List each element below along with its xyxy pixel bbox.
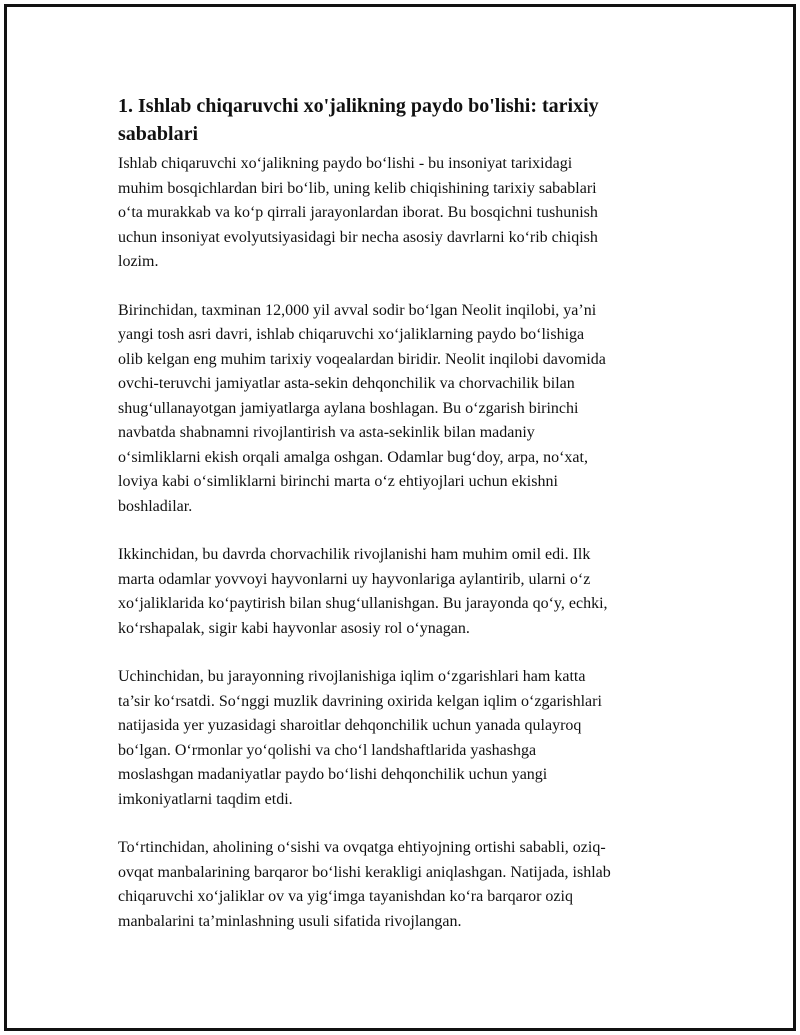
text-line: ta’sir ko‘rsatdi. So‘nggi muzlik davrining oxirida kelgan iqlim o‘zgarishlari: [118, 692, 602, 710]
text-line: navbatda shabnamni rivojlantirish va asta-sekinlik bilan madaniy: [118, 424, 535, 441]
paragraph-second: [118, 543, 693, 641]
paragraph-third: [118, 665, 693, 812]
text-line: Birinchidan, taxminan 12,000 yil avval sodir bo‘lgan Neolit inqilobi, ya’ni: [118, 301, 597, 319]
paragraph-fourth: [118, 836, 693, 934]
text-line: marta odamlar yovvoyi hayvonlarni uy hayvonlariga aylantirib, ularni o‘z: [118, 570, 591, 588]
text-line: natijasida yer yuzasidagi sharoitlar dehqonchilik uchun yanada qulayroq: [118, 717, 582, 734]
text-line: ko‘rshapalak, sigir kabi hayvonlar asosiy rol o‘ynagan.: [118, 619, 470, 637]
text-line: ovqat manbalarining barqaror bo‘lishi kerakligi aniqlashgan. Natijada, ishlab: [118, 863, 611, 881]
text-line: Ikkinchidan, bu davrda chorvachilik rivojlanishi ham muhim omil edi. Ilk: [118, 546, 591, 563]
text-line: To‘rtinchidan, aholining o‘sishi va ovqatga ehtiyojning ortishi sababli, oziq-: [118, 839, 606, 856]
text-line: manbalarini ta’minlashning usuli sifatida rivojlangan.: [118, 912, 462, 930]
heading-line: 1. Ishlab chiqaruvchi xo'jalikning paydo bo'lishi: tarixiy: [118, 95, 599, 117]
paragraph-first: [118, 299, 693, 520]
text-line: Uchinchidan, bu jarayonning rivojlanishiga iqlim o‘zgarishlari ham katta: [118, 668, 586, 685]
text-line: loviya kabi o‘simliklarni birinchi marta o‘z ehtiyojlari uchun ekishni: [118, 473, 558, 490]
text-line: shug‘ullanayotgan jamiyatlarga aylana boshlagan. Bu o‘zgarish birinchi: [118, 399, 579, 417]
text-line: muhim bosqichlardan biri bo‘lib, uning kelib chiqishining tarixiy sabablari: [118, 179, 597, 197]
text-line: yangi tosh asri davri, ishlab chiqaruvchi xo‘jaliklarning paydo bo‘lishiga: [118, 326, 585, 343]
text-line: olib kelgan eng muhim tarixiy voqealardan biridir. Neolit inqilobi davomida: [118, 350, 606, 368]
text-line: boshladilar.: [118, 497, 193, 515]
text-line: Ishlab chiqaruvchi xo‘jalikning paydo bo‘lishi - bu insoniyat tarixidagi: [118, 155, 573, 172]
text-line: o‘ta murakkab va ko‘p qirrali jarayonlardan iborat. Bu bosqichni tushunish: [118, 204, 598, 221]
heading-line: sabablari: [118, 123, 199, 145]
text-line: uchun insoniyat evolyutsiyasidagi bir necha asosiy davrlarni ko‘rib chiqish: [118, 228, 598, 246]
text-line: ovchi-teruvchi jamiyatlar asta-sekin dehqonchilik va chorvachilik bilan: [118, 375, 575, 392]
text-line: lozim.: [118, 253, 159, 270]
text-line: imkoniyatlarni taqdim etdi.: [118, 790, 293, 808]
section-heading: [118, 92, 693, 148]
text-line: bo‘lgan. O‘rmonlar yo‘qolishi va cho‘l landshaftlarida yashashga: [118, 741, 537, 759]
paragraph-intro: [118, 152, 693, 275]
document-body: [118, 92, 693, 958]
text-line: chiqaruvchi xo‘jaliklar ov va yig‘imga tayanishdan ko‘ra barqaror oziq: [118, 888, 573, 905]
text-line: moslashgan madaniyatlar paydo bo‘lishi dehqonchilik uchun yangi: [118, 766, 548, 783]
text-line: o‘simliklarni ekish orqali amalga oshgan. Odamlar bug‘doy, arpa, no‘xat,: [118, 448, 588, 466]
text-line: xo‘jaliklarida ko‘paytirish bilan shug‘ullanishgan. Bu jarayonda qo‘y, echki,: [118, 595, 608, 612]
paragraph-list: [118, 152, 693, 934]
